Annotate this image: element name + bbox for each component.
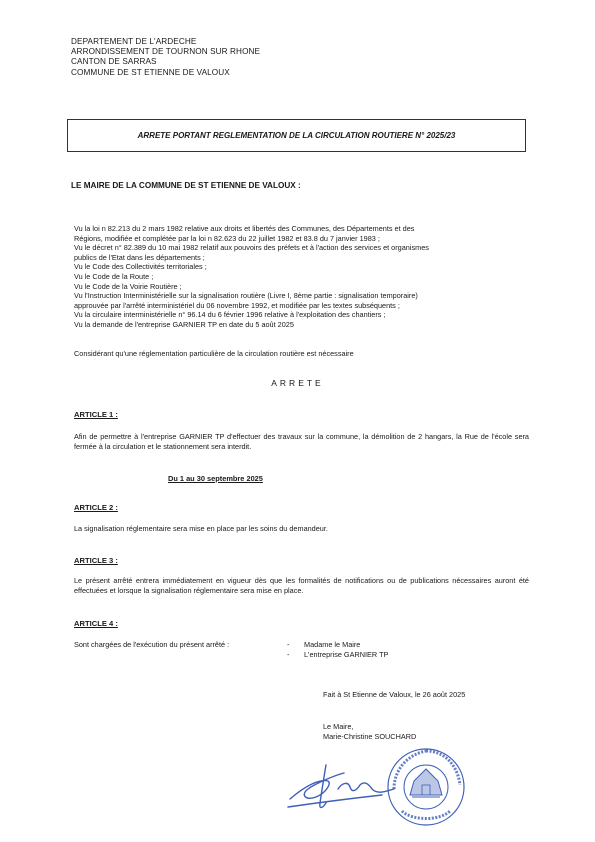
list-bullet: -	[287, 640, 290, 649]
visa-line: Vu la circulaire interministérielle n° 96.14 du 6 février 1996 relative à l'exploitation des chantiers ;	[74, 310, 386, 320]
header-line: ARRONDISSEMENT DE TOURNON SUR RHONE	[71, 47, 261, 57]
handwritten-signature	[288, 765, 394, 808]
header-line: COMMUNE DE ST ETIENNE DE VALOUX	[71, 67, 230, 77]
article-3-heading: ARTICLE 3 :	[74, 556, 118, 565]
visa-line: approuvée par l'arrêté interministériel du 06 novembre 1992, et modifiée par les textes subséquents ;	[74, 300, 400, 310]
title-box	[67, 119, 526, 152]
considering-line: Considérant qu'une réglementation particulière de la circulation routière est nécessaire	[74, 349, 354, 358]
signatory-role: Le Maire,	[323, 722, 354, 731]
visa-line: Vu le décret n° 82.389 du 10 mai 1982 relatif aux pouvoirs des préfets et à l'action des services et organismes	[74, 243, 429, 253]
signature-and-stamp	[286, 745, 496, 830]
article-1-heading: ARTICLE 1 :	[74, 410, 118, 419]
visas-block	[74, 224, 529, 330]
visa-line: Régions, modifiée et complétée par la loi n 82.623 du 22 juillet 1982 et 83.8 du 7 janvier 1983 ;	[74, 233, 380, 243]
authority-line: LE MAIRE DE LA COMMUNE DE ST ETIENNE DE VALOUX :	[71, 181, 301, 190]
visa-line: Vu le Code de la Voirie Routière ;	[74, 281, 182, 291]
article-4-text: Sont chargées de l'exécution du présent arrêté :	[74, 640, 230, 649]
signatory-name: Marie-Christine SOUCHARD	[323, 732, 417, 741]
visa-line: Vu le Code des Collectivités territoriales ;	[74, 262, 207, 272]
decision-heading: ARRETE	[271, 378, 324, 388]
executor-item: L'entreprise GARNIER TP	[304, 650, 389, 659]
visa-line: publics de l'Etat dans les départements ;	[74, 252, 205, 262]
period-dates: Du 1 au 30 septembre 2025	[168, 474, 263, 483]
administrative-header	[71, 37, 260, 78]
list-bullet: -	[287, 650, 290, 659]
document-title: ARRETE PORTANT REGLEMENTATION DE LA CIRCULATION ROUTIERE N° 2025/23	[137, 131, 456, 140]
visa-line: Vu la demande de l'entreprise GARNIER TP en date du 5 août 2025	[74, 319, 294, 329]
visa-line: Vu l'Instruction Interministérielle sur la signalisation routière (Livre I, 8ème partie : signalisation temporaire)	[74, 291, 418, 301]
article-1-text: Afin de permettre à l'entreprise GARNIER TP d'effectuer des travaux sur la commune, la démolition de 2 hangars, la Rue de l'école sera fermée à la circulation et le stationnement sera interdit.	[74, 432, 529, 452]
article-3-text: Le présent arrêté entrera immédiatement en vigueur dès que les formalités de notifications ou de publications nécessaires auront été effectuées et lorsque la signalisation réglementaire sera mise en place.	[74, 576, 529, 596]
visa-line: Vu la loi n 82.213 du 2 mars 1982 relative aux droits et libertés des Communes, des Départements et des	[74, 224, 415, 233]
official-stamp	[388, 749, 464, 825]
article-4-heading: ARTICLE 4 :	[74, 619, 118, 628]
signatory-block	[323, 722, 416, 742]
header-line: CANTON DE SARRAS	[71, 57, 157, 67]
done-at-line: Fait à St Etienne de Valoux, le 26 août 2025	[323, 690, 466, 699]
article-2-heading: ARTICLE 2 :	[74, 503, 118, 512]
article-2-text: La signalisation réglementaire sera mise en place par les soins du demandeur.	[74, 524, 328, 533]
header-line: DEPARTEMENT DE L'ARDECHE	[71, 37, 197, 46]
executor-item: Madame le Maire	[304, 640, 361, 649]
visa-line: Vu le Code de la Route ;	[74, 271, 154, 281]
